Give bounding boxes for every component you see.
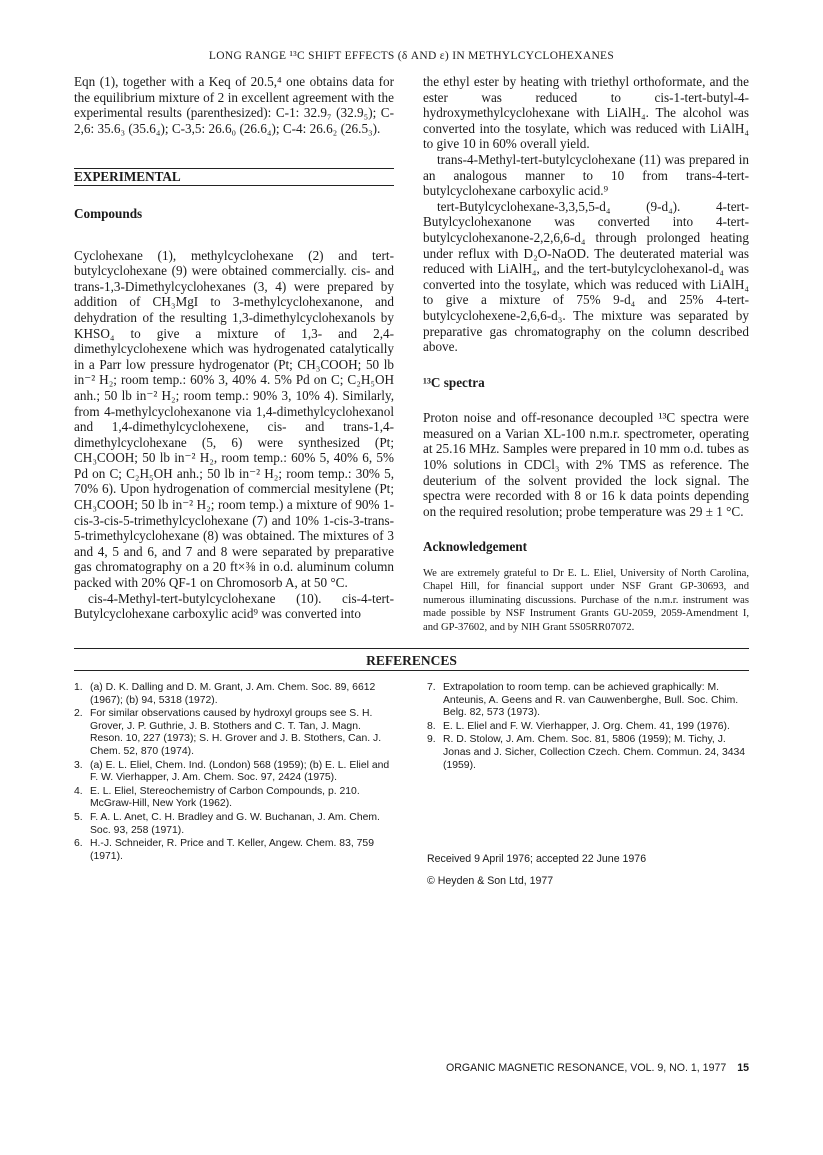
compounds-paragraph: Cyclohexane (1), methylcyclohexane (2) and tert-butylcyclohexane (9) were obtained commercially. cis- and trans-1,3-Dimethylcyclohexanes (3, 4) were prepared by addition of CH₃MgI to 3-methylcyclohexanone, and dehydration of the resulting 1,3-dimethylcyclohexanols by KHSO₄ to give a mixture of 1,3- and 2,4-dimethylcyclohexene which was hydrogenated catalytically in a Parr low pressure hydrogenator (Pt; CH₃COOH; 50 lb in⁻² H₂; room temp.: 60% 3, 40% 4. 5% Pd on C; C₂H₅OH anh.; 50 lb in⁻² H₂; room temp.: 90% 3, 10% 4). Similarly, from 4-methylcyclohexanone via 1,4-dimethylcyclohexanol and 1,4-dimethylcyclohexene, cis- and trans-1,4-dimethylcyclohexane (5, 6) were synthesized (Pt; CH₃COOH; 50 lb in⁻² H₂, room temp.: 60% 5, 40% 6, 5% Pd on C; C₂H₅OH anh.; 50 lb in⁻² H₂; room temp.: 30% 5, 70% 6). Upon hydrogenation of commercial mesitylene (Pt; CH₃COOH; 50 lb in⁻² H₂; room temp.) a mixture of 90% 1-cis-3-cis-5-trimethylcyclohexane (7) and 10% 1-cis-3-trans-5-trimethylcyclohexane (8) was obtained. The mixtures of 3 and 4, 5 and 6, and 7 and 8 were separated by preparative gas chromatography on a 20 ft×⅜ in o.d. aluminum column packed with 20% QF-1 on Chromosorb A, at 50 °C. <box>74 247 394 591</box>
reference-item <box>74 812 396 837</box>
reference-item <box>74 682 396 707</box>
acknowledgement-heading: Acknowledgement <box>423 539 528 555</box>
reference-number: 1. <box>74 682 83 693</box>
left-column <box>74 74 394 622</box>
reference-number: 8. <box>427 720 436 732</box>
page-footer <box>74 1062 749 1074</box>
references-rule-bottom <box>74 670 749 671</box>
reference-text: F. A. L. Anet, C. H. Bradley and G. W. Buchanan, J. Am. Chem. Soc. 93, 258 (1971). <box>90 811 380 836</box>
intro-paragraph: Eqn (1), together with a Keq of 20.5,⁴ one obtains data for the equilibrium mixture of 2 in excellent agreement with the experimental results (parenthesized): C-1: 32.9₇ (32.9₅); C-2,6: 35.6₃ (35.6₄); C-3,5: 26.6₀ (26.6₄); C-4: 26.6₂ (26.5₃). <box>74 74 394 136</box>
running-head: LONG RANGE ¹³C SHIFT EFFECTS (δ AND ε) IN METHYLCYCLOHEXANES <box>208 50 615 62</box>
reference-number: 6. <box>74 838 83 850</box>
reference-number: 7. <box>427 682 436 693</box>
references-right <box>427 682 749 773</box>
compound-10-paragraph: cis-4-Methyl-tert-butylcyclohexane (10). cis-4-tert-Butylcyclohexane carboxylic acid⁹ was converted into <box>74 590 394 622</box>
deuterated-paragraph: tert-Butylcyclohexane-3,3,5,5-d₄ (9-d₄). 4-tert-Butylcyclohexanone was converted into 4-tert-butylcyclohexanone-2,2,6,6-d₄ through prolonged heating under reflux with D₂O-NaOD. The deuterated material was reduced with LiAlH₄, and the tert-butylcyclohexanol-d₄ was converted into the tosylate, which was reduced with LiAlH₄ to give a mixture of 75% 9-d₄ and 25% 4-tert-butylcyclohexene-2,6,6-d₃. The mixture was separated by preparative gas chromatography on the column described above. <box>423 198 749 355</box>
reference-item <box>74 708 396 758</box>
reference-number: 2. <box>74 708 83 720</box>
spectra-paragraph: Proton noise and off-resonance decoupled ¹³C spectra were measured on a Varian XL-100 n.m.r. spectrometer, operating at 25.16 MHz. Samples were prepared in 10 mm o.d. tubes as 10% solutions in CDCl₃ with 2% TMS as reference. The deuterium of the solvent provided the lock signal. The spectra were recorded with 8 or 16 k data points depending on the required resolution; probe temperature was 29 ± 1 °C. <box>423 410 749 519</box>
reference-number: 9. <box>427 734 436 746</box>
reference-number: 5. <box>74 811 83 823</box>
compounds-heading: Compounds <box>74 205 143 221</box>
spectra-heading: ¹³C spectra <box>423 374 485 390</box>
reference-text: H.-J. Schneider, R. Price and T. Keller, Angew. Chem. 83, 759 (1971). <box>90 838 374 862</box>
reference-item <box>427 682 749 720</box>
received-dates: Received 9 April 1976; accepted 22 June 1976 <box>427 853 647 865</box>
reference-text: E. L. Eliel and F. W. Vierhapper, J. Org. Chem. 41, 199 (1976). <box>443 720 730 732</box>
page-number: 15 <box>737 1062 749 1074</box>
reference-number: 3. <box>74 759 83 771</box>
reference-item <box>427 721 749 734</box>
reference-text: E. L. Eliel, Stereochemistry of Carbon Compounds, p. 210. McGraw-Hill, New York (1962). <box>90 785 360 810</box>
received-block <box>427 852 749 888</box>
reference-text: (a) D. K. Dalling and D. M. Grant, J. Am. Chem. Soc. 89, 6612 (1967); (b) 94, 5318 (1972). <box>90 682 376 706</box>
reference-item <box>427 734 749 772</box>
right-column <box>423 74 749 634</box>
references-left <box>74 682 396 864</box>
reference-text: (a) E. L. Eliel, Chem. Ind. (London) 568 (1959); (b) E. L. Eliel and F. W. Vierhapper, J. Am. Chem. Soc. 97, 2424 (1975). <box>90 759 390 784</box>
reference-item <box>74 786 396 811</box>
journal-citation: ORGANIC MAGNETIC RESONANCE, VOL. 9, NO. 1, 1977 <box>446 1062 727 1074</box>
references-rule-top <box>74 648 749 649</box>
reference-text: Extrapolation to room temp. can be achieved graphically: M. Anteunis, A. Geens and R. van Cauwenberghe, Bull. Soc. Chim. Belg. 82, 573 (1973). <box>443 682 739 719</box>
experimental-heading: EXPERIMENTAL <box>74 169 181 185</box>
acknowledgement-text: We are extremely grateful to Dr E. L. Eliel, University of North Carolina, Chapel Hill, for financial support under NSF Grant GP-30693, and numerous illuminating discussions. Purchase of the n.m.r. instrument was made possible by NSF Instrument Grants GU-2059, 2059-Amendment I, and GP-37602, and by NIH Grant 5S05RR07072. <box>423 568 749 633</box>
ester-paragraph: the ethyl ester by heating with triethyl orthoformate, and the ester was reduced to cis-1-tert-butyl-4-hydroxymethylcyclohexane with LiAlH₄. The alcohol was converted into the tosylate, which was reduced with LiAlH₄ to give 10 in 60% overall yield. <box>423 74 749 152</box>
reference-text: R. D. Stolow, J. Am. Chem. Soc. 81, 5806 (1959); M. Tichy, J. Jonas and J. Sicher, Collection Czech. Chem. Commun. 24, 3434 (1959). <box>443 734 746 771</box>
reference-text: For similar observations caused by hydroxyl groups see S. H. Grover, J. P. Guthrie, J. B. Stothers and C. T. Tan, J. Magn. Reson. 10, 227 (1973); S. H. Grover and J. B. Stothers, Can. J. Chem. 52, 870 (1974). <box>90 708 382 757</box>
copyright-notice: © Heyden & Son Ltd, 1977 <box>427 875 554 887</box>
reference-number: 4. <box>74 785 83 797</box>
reference-item <box>74 760 396 785</box>
references-heading: REFERENCES <box>366 653 457 668</box>
compound-11-paragraph: trans-4-Methyl-tert-butylcyclohexane (11) was prepared in an analogous manner to 10 from trans-4-tert-butylcyclohexane carboxylic acid.⁹ <box>423 151 749 199</box>
reference-item <box>74 838 396 863</box>
